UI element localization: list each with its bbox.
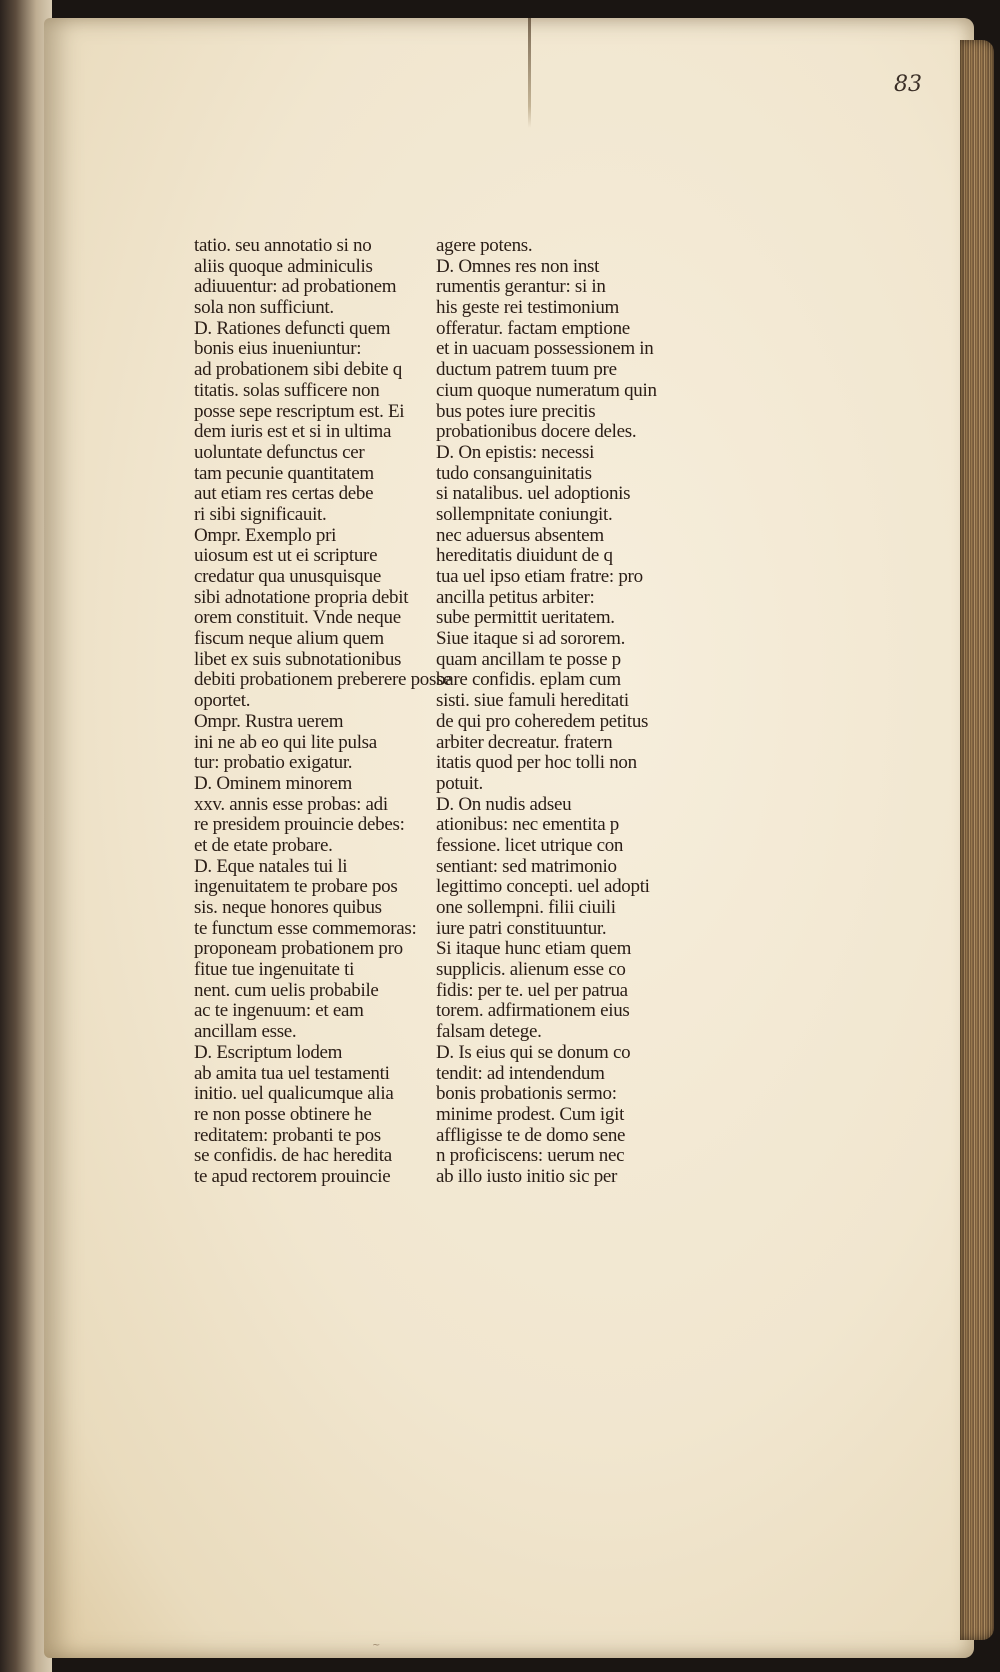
left-column-line: Ompr. Exemplo pri [194, 524, 337, 546]
right-column-line: supplicis. alienum esse co [436, 959, 626, 981]
left-column-line: titatis. solas sufficere non [194, 379, 380, 401]
left-column-line: ad probationem sibi debite q [194, 359, 402, 381]
left-column-line: Ompr. Rustra uerem [194, 710, 344, 732]
left-column-line: ancillam esse. [194, 1021, 297, 1043]
right-column-line: si natalibus. uel adoptionis [436, 483, 631, 505]
left-column-line: et de etate probare. [194, 834, 333, 856]
right-column-line: fessione. licet utrique con [436, 834, 624, 856]
left-column-line: credatur qua unusquisque [194, 566, 381, 587]
right-column-line: hereditatis diuidunt de q [436, 545, 613, 567]
right-column-line: sollempnitate coniungit. [436, 503, 613, 525]
left-column-line: re non posse obtinere he [194, 1103, 372, 1125]
left-column-line: ri sibi significauit. [194, 503, 327, 525]
right-column-line: legittimo concepti. uel adopti [436, 876, 650, 898]
left-column-line: sola non sufficiunt. [194, 297, 334, 319]
right-column-line: bonis probationis sermo: [436, 1083, 617, 1105]
left-column-line: D. Eque natales tui li [194, 855, 348, 877]
right-column-line: bare confidis. eplam cum [436, 669, 621, 691]
left-column-line: aut etiam res certas debe [194, 483, 374, 505]
left-column-line: posse sepe rescriptum est. Ei [194, 400, 405, 422]
right-column-line: fidis: per te. uel per patrua [436, 979, 628, 1001]
left-column-line: sis. neque honores quibus [194, 897, 382, 918]
folio-number: 83 [894, 72, 922, 97]
left-column-line: sibi adnotatione propria debit [194, 586, 409, 608]
left-column-line: tatio. seu annotatio si no [194, 235, 372, 256]
bottom-margin-mark: ~ [372, 1640, 381, 1651]
right-column-line: offeratur. factam emptione [436, 317, 630, 339]
right-column-line: ancilla petitus arbiter: [436, 586, 595, 608]
left-column-line: bonis eius inueniuntur: [194, 338, 362, 360]
left-column-line: uiosum est ut ei scripture [194, 545, 378, 567]
left-column-line: fitue tue ingenuitate ti [194, 959, 355, 981]
left-column-line: re presidem prouincie debes: [194, 814, 405, 836]
left-column-line: D. Rationes defuncti quem [194, 317, 391, 339]
left-column-line: D. Escriptum lodem [194, 1041, 343, 1063]
left-column-line: proponeam probationem pro [194, 938, 403, 960]
right-column-line: tudo consanguinitatis [436, 462, 592, 484]
right-column-line: n proficiscens: uerum nec [436, 1145, 625, 1167]
right-column-line: bus potes iure precitis [436, 400, 596, 422]
left-column-line: adiuuentur: ad probationem [194, 276, 397, 298]
right-column-line: D. Is eius qui se donum co [436, 1041, 631, 1063]
left-margin-note [2, 649, 44, 650]
left-column-line: oportet. [194, 690, 251, 712]
left-column-line: initio. uel qualicumque alia [194, 1083, 394, 1105]
left-column-line: orem constituit. Vnde neque [194, 607, 401, 629]
right-column-line: nec aduersus absentem [436, 524, 604, 546]
right-column-line: sisti. siue famuli hereditati [436, 690, 629, 712]
left-column-line: nent. cum uelis probabile [194, 979, 379, 1001]
right-column-line: agere potens. [436, 235, 533, 256]
left-column-line: tur: probatio exigatur. [194, 752, 353, 774]
left-column-line: fiscum neque alium quem [194, 628, 384, 650]
right-column-line: iure patri constituuntur. [436, 917, 607, 939]
left-column-line: D. Ominem minorem [194, 772, 352, 794]
right-column-line: ationibus: nec ementita p [436, 814, 619, 836]
left-column-line: ac te ingenuum: et eam [194, 1000, 364, 1022]
right-column-line: D. On nudis adseu [436, 793, 572, 815]
right-column-line: de qui pro coheredem petitus [436, 710, 649, 732]
right-column-line: one sollempni. filii ciuili [436, 897, 616, 918]
left-column-line: ingenuitatem te probare pos [194, 876, 398, 898]
right-column-line: probationibus docere deles. [436, 421, 637, 443]
right-column-line: itatis quod per hoc tolli non [436, 752, 637, 774]
right-column-line: cium quoque numeratum quin [436, 379, 657, 401]
right-column-line: affligisse te de domo sene [436, 1124, 626, 1146]
right-column-line: falsam detege. [436, 1021, 542, 1043]
left-column-line: te functum esse commemoras: [194, 917, 417, 939]
page-fore-edge [960, 40, 994, 1640]
right-column-line: D. On epistis: necessi [436, 441, 595, 463]
left-column-line: aliis quoque adminiculis [194, 255, 373, 277]
left-column-line: tam pecunie quantitatem [194, 462, 374, 484]
page-fold-crease [528, 18, 531, 128]
left-column-line: se confidis. de hac heredita [194, 1145, 392, 1167]
left-column-line: libet ex suis subnotationibus [194, 648, 402, 670]
right-column-line: ab illo iusto initio sic per [436, 1165, 618, 1187]
right-column-line: ductum patrem tuum pre [436, 359, 617, 381]
text-column-right [436, 236, 666, 1188]
right-column-line: quam ancillam te posse p [436, 648, 621, 670]
right-column-line: D. Omnes res non inst [436, 255, 600, 277]
right-column-line: minime prodest. Cum igit [436, 1103, 625, 1125]
right-column-line: potuit. [436, 772, 483, 794]
right-column-line: his geste rei testimonium [436, 297, 620, 319]
right-column-line: arbiter decreatur. fratern [436, 731, 613, 753]
left-column-line: te apud rectorem prouincie [194, 1165, 391, 1187]
left-column-line: reditatem: probanti te pos [194, 1124, 381, 1146]
left-column-line: uoluntate defunctus cer [194, 441, 365, 463]
left-column-line: debiti probationem preberere posse [194, 669, 452, 691]
right-column-line: Si itaque hunc etiam quem [436, 938, 632, 960]
text-column-left [194, 235, 452, 1188]
right-column-line: torem. adfirmationem eius [436, 1000, 630, 1022]
left-column-line: xxv. annis esse probas: adi [194, 793, 388, 815]
right-column-line: Siue itaque si ad sororem. [436, 628, 626, 650]
left-column-line: ab amita tua uel testamenti [194, 1062, 390, 1084]
right-column-line: sube permittit ueritatem. [436, 607, 615, 629]
left-column-line: ini ne ab eo qui lite pulsa [194, 731, 377, 753]
right-column-line: sentiant: sed matrimonio [436, 855, 617, 877]
left-column-line: dem iuris est et si in ultima [194, 421, 392, 443]
right-column-line: et in uacuam possessionem in [436, 338, 654, 360]
right-column-line: tua uel ipso etiam fratre: pro [436, 566, 643, 587]
right-column-line: tendit: ad intendendum [436, 1062, 605, 1084]
right-column-line: rumentis gerantur: si in [436, 276, 606, 298]
